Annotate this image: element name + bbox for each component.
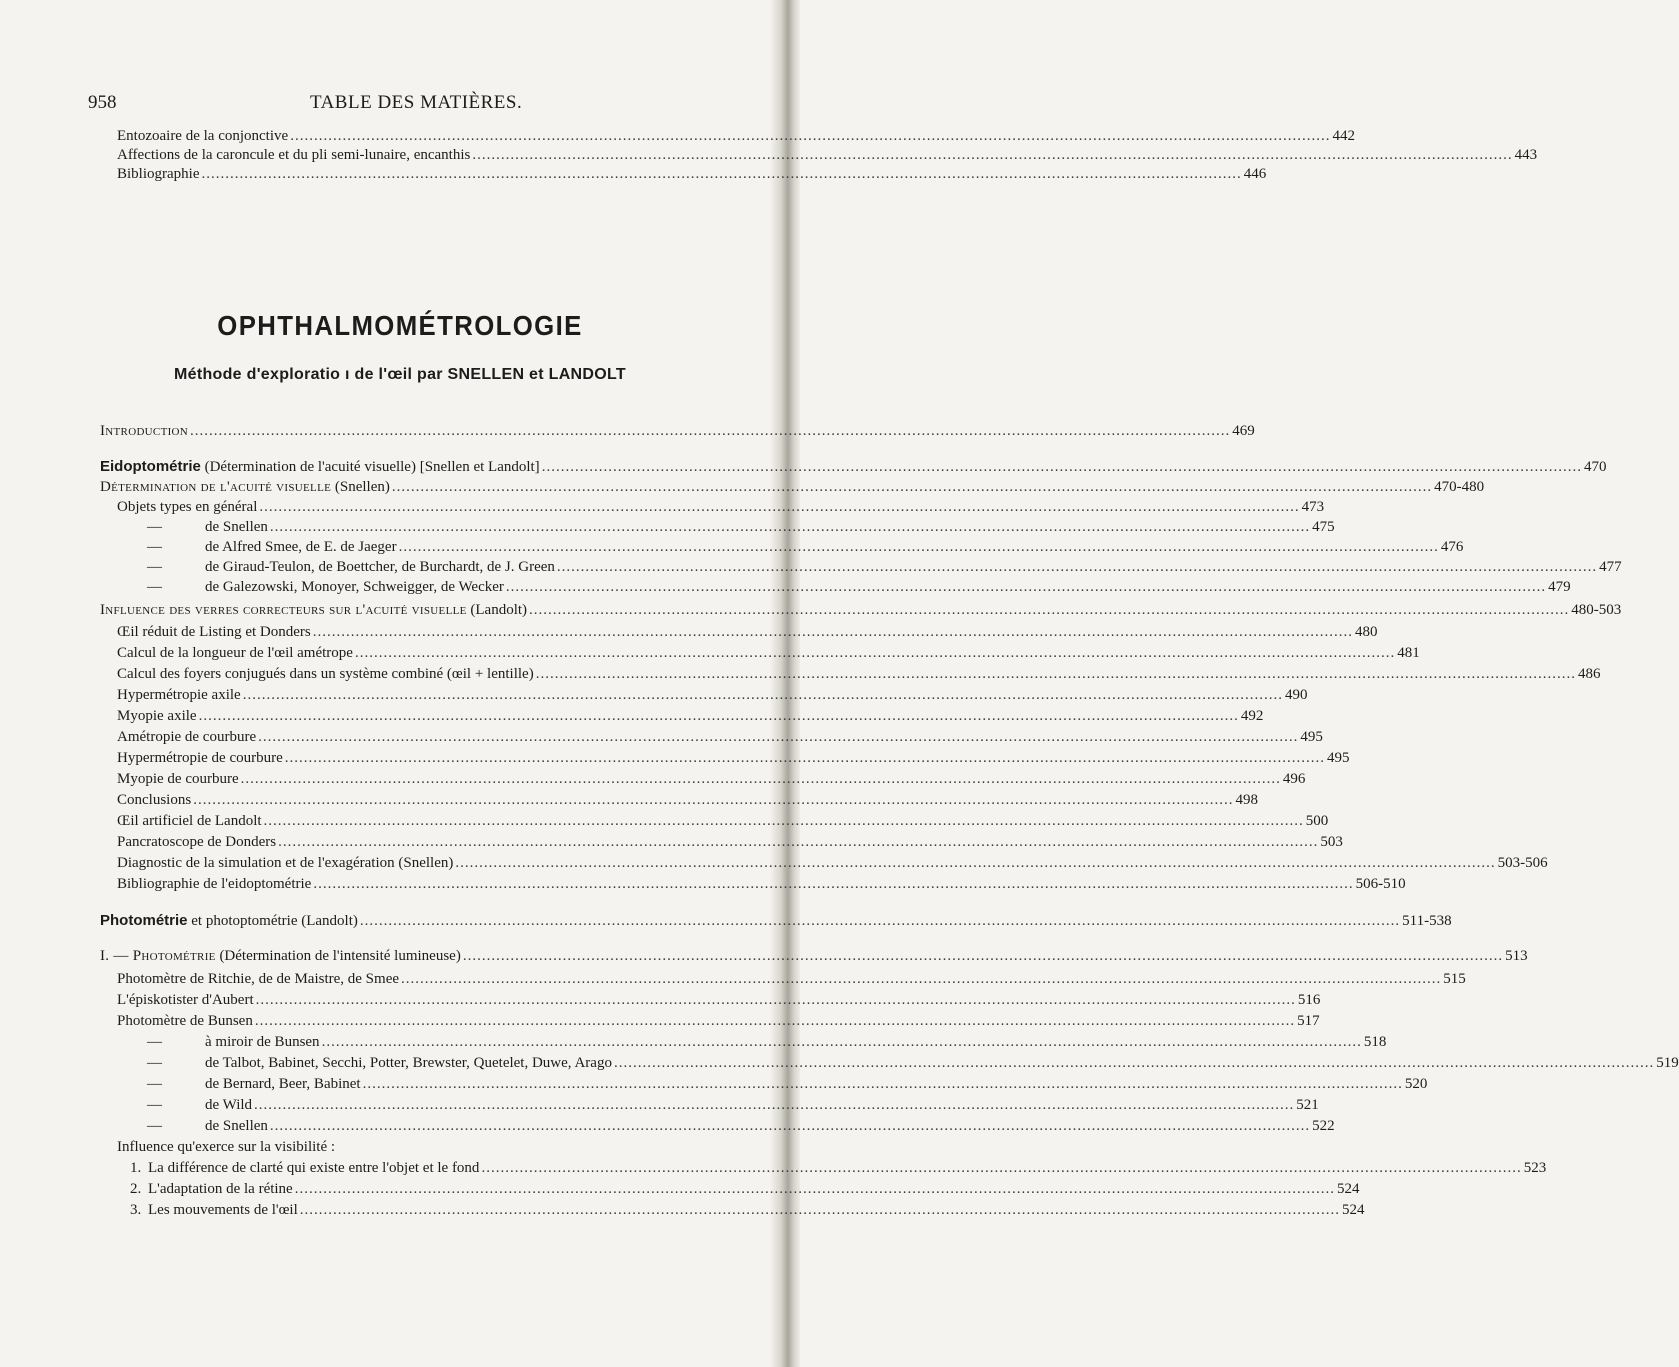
- toc-entry: — de Snellen ..... 475: [0, 517, 800, 537]
- toc-entry: Conclusions ..... 498: [0, 790, 800, 810]
- toc-entry: 3. Les mouvements de l'œil ..... 524: [0, 1200, 800, 1220]
- toc-entry: Myopie de courbure ..... 496: [0, 769, 800, 789]
- toc-entry: Photomètre de Bunsen ..... 517: [0, 1011, 800, 1031]
- toc-entry: Détermination de l'acuité visuelle (Snellen) ..... 470-480: [0, 477, 800, 497]
- section-title: OPHTHALMOMÉTROLOGIE: [217, 310, 583, 341]
- toc-entry: Affections de la caroncule et du pli semi-lunaire, encanthis ..... 443: [0, 145, 800, 165]
- toc-entry: — de Snellen ..... 522: [0, 1116, 800, 1136]
- toc-entry: I. — Photométrie (Détermination de l'intensité lumineuse) ..... 513: [0, 946, 800, 966]
- toc-entry: 2. L'adaptation de la rétine ..... 524: [0, 1179, 800, 1199]
- toc-entry: Photomètre de Ritchie, de de Maistre, de Smee ..... 515: [0, 969, 800, 989]
- toc-entry-eidoptometrie: Eidoptométrie (Détermination de l'acuité visuelle) [Snellen et Landolt] ..... 470: [0, 457, 800, 477]
- page-header: [88, 92, 712, 120]
- toc-entry: Œil artificiel de Landolt ..... 500: [0, 811, 800, 831]
- toc-entry: Calcul des foyers conjugués dans un système combiné (œil + lentille) ..... 486: [0, 664, 800, 684]
- toc-entry: — de Alfred Smee, de E. de Jaeger ..... 476: [0, 537, 800, 557]
- toc-entry: Myopie axile ..... 492: [0, 706, 800, 726]
- toc-entry: Influence qu'exerce sur la visibilité :: [117, 1139, 336, 1155]
- toc-entry: Pancratoscope de Donders ..... 503: [0, 832, 800, 852]
- toc-entry: Bibliographie ..... 446: [0, 164, 800, 184]
- toc-entry: Œil réduit de Listing et Donders ..... 480: [0, 622, 800, 642]
- toc-entry: — de Talbot, Babinet, Secchi, Potter, Brewster, Quetelet, Duwe, Arago ..... 519: [0, 1053, 800, 1073]
- toc-entry: — de Giraud-Teulon, de Boettcher, de Burchardt, de J. Green ..... 477: [0, 557, 800, 577]
- toc-entry-photometrie: Photométrie et photoptométrie (Landolt) ..... 511-538: [0, 911, 800, 931]
- toc-entry: Hypermétropie de courbure ..... 495: [0, 748, 800, 768]
- toc-entry: Entozoaire de la conjonctive ..... 442: [0, 126, 800, 146]
- section-subtitle: Méthode d'exploratio ı de l'œil par SNELLEN et LANDOLT: [174, 366, 626, 383]
- toc-entry: — de Bernard, Beer, Babinet ..... 520: [0, 1074, 800, 1094]
- toc-entry: 1. La différence de clarté qui existe entre l'objet et le fond ..... 523: [0, 1158, 800, 1178]
- toc-entry: Calcul de la longueur de l'œil amétrope ..... 481: [0, 643, 800, 663]
- page-number: 958: [88, 92, 117, 113]
- toc-entry-introduction: Introduction ..... 469: [0, 421, 800, 441]
- toc-entry: Hypermétropie axile ..... 490: [0, 685, 800, 705]
- running-title: TABLE DES MATIÈRES.: [310, 92, 523, 113]
- toc-entry: Amétropie de courbure ..... 495: [0, 727, 800, 747]
- toc-entry: — de Wild ..... 521: [0, 1095, 800, 1115]
- toc-entry: Influence des verres correcteurs sur l'acuité visuelle (Landolt) ..... 480-503: [0, 600, 800, 620]
- toc-entry: Diagnostic de la simulation et de l'exagération (Snellen) ..... 503-506: [0, 853, 800, 873]
- toc-entry: — de Galezowski, Monoyer, Schweigger, de Wecker ..... 479: [0, 577, 800, 597]
- toc-entry: L'épiskotister d'Aubert ..... 516: [0, 990, 800, 1010]
- toc-entry: Objets types en général ..... 473: [0, 497, 800, 517]
- toc-entry: — à miroir de Bunsen ..... 518: [0, 1032, 800, 1052]
- toc-entry: Bibliographie de l'eidoptométrie ..... 506-510: [0, 874, 800, 894]
